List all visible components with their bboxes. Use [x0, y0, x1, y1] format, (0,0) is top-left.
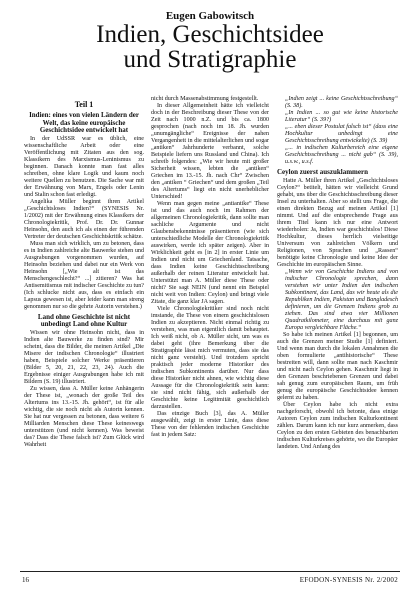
paragraph: Muss man sich wirklich, um zu betonen, dass es in Indien zahlreiche alte Bauwerke stehen und Ausgrabungen vorgenommen wurden, auf Heinsohn beziehen und dabei nur ein Werk von Heinsohn [„Wie alt ist das Menschengeschlecht?“ ...] zitieren? Was hat Antisemitismus mit indischer Geschichte zu tun? (Ich schlucke nicht aus, dass es einfach ein Lapsus gewesen ist, aber leider kann man streng genommen nur so die gehrte Autorin verstehen.)	[24, 240, 144, 310]
column-3	[277, 96, 398, 451]
part-heading: Teil 1	[74, 100, 94, 109]
paragraph: Über Ceylon habe ich nicht extra nachgeforscht, obwohl ich betonte, dass einige Autoren Ceylon zum indischen Kulturkontinent zählen. Darum kann ich nur kurz anmerken, dass Ceylon zu den ersten Gebieten des benachbarten indischen Kulturkreises gehörte, wo die Europäer landeten. Und Anfang des	[277, 401, 398, 450]
paragraph: Hatte A. Müller ihren Artikel „Geschichtsloses Ceylon?“ betitelt, hätten wir vielleicht Grund gehabt, uns über die Geschichtsschreibung dieser Insel zu unterhalten. Aber so stellt uns Frage, die einen direkten Bezug auf meinen Artikel [1] nimmt. Und auf die entsprechende Frage aus ihrem Titel kann ich nur eine Antwort wiederholen: Ja, Indien war geschichtslos! Diese Hochkultur, dieses herrlich vielseitige Universum von zahlreichen Völkern und Religionen, von Sprachen und „Rassen“ benötigte keine Chronologie und keine Idee der Geschichte im europäischen Sinne.	[277, 177, 398, 268]
quote: „Wenn wir von Geschichte Indiens und von indischer Chronologie sprechen, dann verstehen wir unter Indien den indischen Subkontinent, das Land, das wir heute als die Republiken Indien, Pakistan und Bangladesch definieren, um die Grenzen Indiens grob zu ziehen. Das sind etwa vier Millionen Quadratkilometer, eine durchaus mit ganz Europa vergleichbare Fläche.“	[285, 268, 398, 331]
section-heading: Indien: eines von vielen Ländern der Welt, das keine europäische Geschichtsidee entwickelt hat	[29, 111, 139, 134]
paragraph: Angelika Müller beginnt ihren Artikel „Geschichtsloses Indien?“ (SYNESIS Nr. 1/2002) mit der Erwähnung eines Klassikers der Chronologiekritik, Prof. Dr. Dr. Gunnar Heinsohn, den auch ich als einen der führenden Vertreter der deutschen Geschichtskritik schätze.	[24, 198, 144, 240]
journal-name: EFODON-SYNESIS Nr. 2/2002	[299, 576, 398, 584]
paragraph: In dieser Allgemeinheit hätte ich vielleicht doch in der Beschreibung dieser These von der Zeit nach 1000 n.Z. und bis ca. 1800 gesprochen (nach noch im 18. Jh. wurden „unumgängliche“ Ereignisse der nahen Vergangenheit in die mittelalterlichen und sogar „antiken“ Jahrhunderte verbannt, solche Beispiele liefern uns Russland und China). Ich schreib folgendes: „Wie wir heute mit großer Sicherheit wissen, lebten die „antiken“ Griechen im 13.-15. Jh. nach Chr“ Zwischen den „antiken “ Griechen“ und dem großen „Teil des Altertums“ liegt ein nicht unerheblicher Unterschied!	[151, 103, 269, 200]
paragraph: Wenn man gegen meine „antiantike“ These ist und das auch noch im Rahmen der allgemeinen Chronologiekritik, dann sollte man sachliche Argumente und nicht Glaubensbekenntnisse präsentieren (wie sich unterschiedliche Modelle der Chronologiekritik auswirken, werde ich später zeigen). Aber in Wirklichkeit geht es [in 2] in erster Linie um Indien und nicht um Griechenland. Tatsache, dass Indien keine Geschichtsschreibung außerhalb der reinen Literatur entwickelt hat. Unterstützt man A. Müller diese These oder nicht? Sie sagt NEIN (und nennt ein Beispiel nicht weit von Indien: Ceylon) und bringt viele Zitate, die ganz klar JA sagen.	[151, 201, 269, 305]
column-2	[151, 96, 269, 439]
paragraph: So habe ich meinen Artikel [1] begonnen, um auch die Grenzen meiner Studie [1] definiert. Und wenn man durch die lokalen Annahmen die oben formulierte „antihistorische“ These bestreiten will, dann sollte man nach Kaschmir und nicht nach Ceylon gehen. Kaschmir liegt in den Grenzen beschriebenen Grenzen und dabei sah genug zum europäischen Raum, um früh genug die europäische Geschichtsidee kennen gelernt zu haben.	[277, 331, 398, 401]
paragraph: Wissen wir ohne Heinsohn nicht, dass in Indien alte Bauwerke zu finden sind? Mir scheint, dass die Bilder, die meinen Artikel „Die Misere der indischen Chronologie“ illustriert haben, Beispiele solcher Werke präsentieren (Bilder 5, 20, 21, 22, 23, 24). Auch die Ergebnisse einiger Ausgrabungen habe ich mit Bildern (S. 19) illustriert.	[24, 329, 144, 385]
paragraph: nicht durch Massenabstimmung festgestellt.	[151, 96, 259, 102]
quote: „... in indischen Kulturbereich eine eigene Geschichtsschreibung ... nicht gab“ (S. 39), u.s.w., u.s.f.	[285, 145, 398, 165]
paragraph: In der UdSSR war es üblich, eine wissenschaftliche Arbeit oder eine Veröffentlichung mit Zitaten aus den sog. Klassikern des Marxismus-Leninismus zu beginnen. Danach konnte man fast alles schreiben, ohne klare Logik und kaum noch weitere Quellen zu benutzen. Die Sache war mit der Erwähnung von Marx, Engels oder Lenin und Stalin schon fast erledigt.	[24, 135, 144, 198]
quote: „Indien zeigt ... keine Geschichtsschreibung“ (S. 38).	[285, 96, 398, 109]
title-line-2: und Stratigraphie	[123, 46, 297, 73]
section-heading: Ceylon zuerst auszuklammern	[277, 168, 368, 176]
quote: „... eben dieser Postulat falsch ist“ (dass eine Hochkultur unbedingt eine Geschichtsschreibung entwickelte) (S. 39)	[285, 124, 398, 144]
column-1	[24, 96, 144, 449]
footer-rule	[20, 571, 400, 572]
article-title	[0, 22, 420, 72]
quote: „In Indien ... so gut wie keine historische Literatur“ (S. 39?)	[285, 110, 398, 123]
paragraph: Viele Chronologiekritiker sind noch nicht imstande, die These von einem geschichtslosen Indien zu akzeptieren. Nicht einmal richtig zu verstehen, was man eigentlich damit behauptet. Ich weiß nicht, ob A. Müller sicht, um was es dabei geht (ihre Bemerkung über die Stratigraphie lässt mich vermuten, dass sie das nicht ganz versteht). Und trotzdem spricht praktisch jeder moderne Historiker des indischen Subkontinents darüber. Nur dass diese Historiker nicht ahnen, wie wichtig diese Aussage für die Chronologiekritik sein kann: sie sind nicht fähig, sich außerhalb der Geschichte keine Legitimität geschichtlich darzustellen.	[151, 306, 269, 410]
section-heading: Land ohne Geschichte ist nicht unbedingt Land ohne Kultur	[37, 312, 131, 328]
page-number: 16	[22, 576, 29, 584]
paragraph: Das einzige Buch [3], das A. Müller ausgewählt, zeigt in erster Linie, dass diese These von der fehlenden indischen Geschichte fast in jedem Satz:	[151, 411, 269, 438]
paragraph: Zu wissen, dass A. Müller keine Anhängerin der These ist, „wonach der große Teil des Altertums ins 13.-15. Jh. gehört“, ist für alle wichtig, die sie noch nicht als Autorin kennen. Sie hat nur vergessen zu betonen, dass weitere 6 Milliarden Menschen diese These keineswegs unterstützen (und nicht kennen). Was beweist das? Dass die These falsch ist? Zum Glück wird Wahrheit	[24, 385, 144, 448]
title-line-1: Indien, Geschichtsidee	[96, 21, 324, 48]
author-name: Eugen Gabowitsch	[165, 10, 255, 22]
